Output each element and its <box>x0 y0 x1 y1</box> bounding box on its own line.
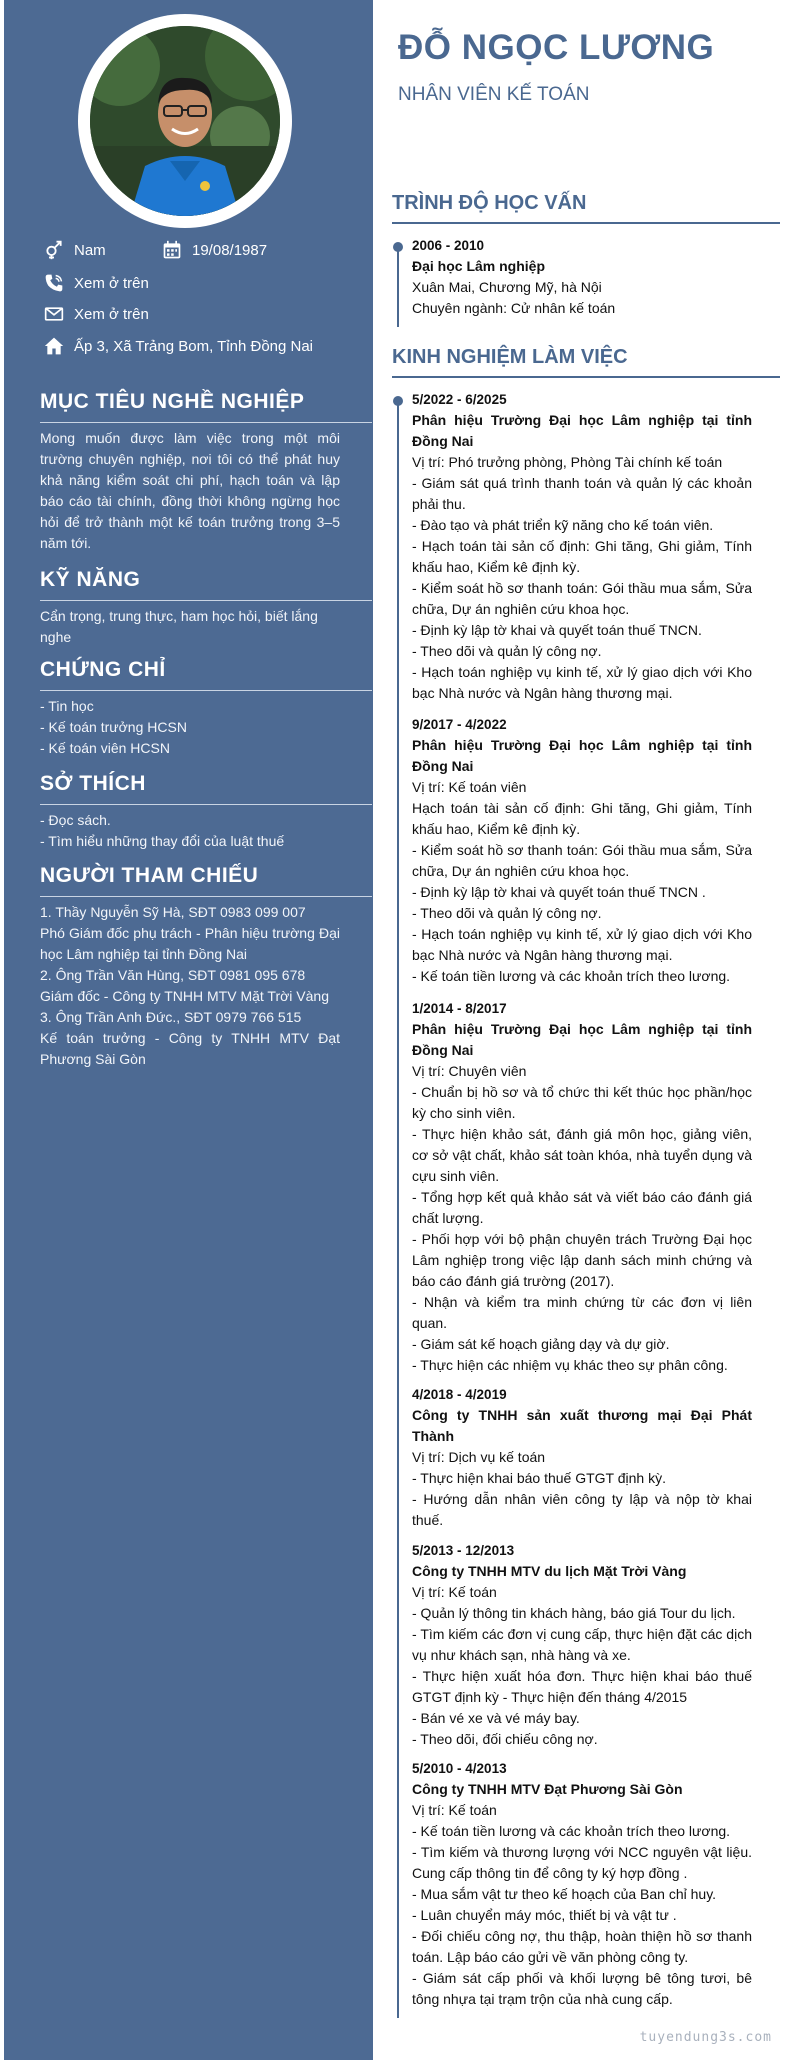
hobbies-list <box>40 810 340 852</box>
job-company: Phân hiệu Trường Đại học Lâm nghiệp tại tỉnh Đồng Nai <box>412 412 752 449</box>
experience-divider <box>392 376 780 378</box>
phone-row <box>44 273 149 293</box>
job-line: Vị trí: Dịch vụ kế toán <box>412 1449 546 1465</box>
skills-title: KỸ NĂNG <box>40 568 141 591</box>
job-line: - Tổng hợp kết quả khảo sát và viết báo cáo đánh giá chất lượng. <box>412 1189 752 1226</box>
job-company: Công ty TNHH sản xuất thương mại Đại Phát Thành <box>412 1407 752 1444</box>
address-value: Ấp 3, Xã Trảng Bom, Tỉnh Đồng Nai <box>74 337 314 355</box>
home-icon <box>44 336 64 356</box>
job-title: NHÂN VIÊN KẾ TOÁN <box>398 84 590 105</box>
job-line: - Thực hiện khai báo thuế GTGT định kỳ. <box>412 1470 666 1486</box>
education-timeline <box>397 245 399 327</box>
avatar-frame <box>78 14 292 228</box>
skills-divider <box>40 600 372 601</box>
job-entry <box>412 998 752 1376</box>
list-item: Phó Giám đốc phụ trách - Phân hiệu trường Đại học Lâm nghiệp tại tỉnh Đồng Nai <box>40 925 340 962</box>
job-period: 5/2022 - 6/2025 <box>412 392 507 407</box>
job-company: Công ty TNHH MTV du lịch Mặt Trời Vàng <box>412 1563 687 1579</box>
timeline-dot <box>393 396 403 406</box>
education-divider <box>392 222 780 224</box>
job-line: - Thực hiện các nhiệm vụ khác theo sự phân công. <box>412 1357 728 1373</box>
job-line: Vị trí: Kế toán <box>412 1802 497 1818</box>
experience-timeline <box>397 400 399 2018</box>
list-item: - Đọc sách. <box>40 812 111 828</box>
job-line: - Kiểm soát hồ sơ thanh toán: Gói thầu mua sắm, Sửa chữa, Dự án nghiên cứu khoa học. <box>412 842 752 879</box>
list-item: - Kế toán viên HCSN <box>40 740 170 756</box>
job-line: - Định kỳ lập tờ khai và quyết toán thuế TNCN. <box>412 622 702 638</box>
birthday-row <box>162 240 267 260</box>
job-line: - Kế toán tiền lương và các khoản trích theo lương. <box>412 1823 731 1839</box>
education-school: Đại học Lâm nghiệp <box>412 258 546 274</box>
references-title: NGƯỜI THAM CHIẾU <box>40 864 259 887</box>
job-line: - Hạch toán nghiệp vụ kinh tế, xử lý giao dịch với Kho bạc Nhà nước và Ngân hàng thương mại. <box>412 664 752 701</box>
list-item: - Kế toán trưởng HCSN <box>40 719 187 735</box>
job-line: Vị trí: Kế toán <box>412 1584 497 1600</box>
job-line: - Hướng dẫn nhân viên công ty lập và nộp tờ khai thuế. <box>412 1491 752 1528</box>
job-line: - Tìm kiếm và thương lượng với NCC nguyên vật liệu. Cung cấp thông tin để công ty ký hợp đồng . <box>412 1844 752 1881</box>
job-line: - Giám sát cấp phối và khối lượng bê tông tươi, bê tông nhựa tại trạm trộn của nhà cung cấp. <box>412 1970 752 2007</box>
job-line: - Luân chuyển máy móc, thiết bị và vật tư . <box>412 1907 677 1923</box>
job-line: - Thực hiện xuất hóa đơn. Thực hiện khai báo thuế GTGT định kỳ - Thực hiện đến tháng 4/2015 <box>412 1668 752 1705</box>
job-company: Công ty TNHH MTV Đạt Phương Sài Gòn <box>412 1781 683 1797</box>
hobbies-divider <box>40 804 372 805</box>
job-company: Phân hiệu Trường Đại học Lâm nghiệp tại tỉnh Đồng Nai <box>412 737 752 774</box>
sidebar <box>4 0 373 2060</box>
job-entry <box>412 389 752 704</box>
job-period: 5/2010 - 4/2013 <box>412 1761 507 1776</box>
job-line: - Mua sắm vật tư theo kế hoạch của Ban chỉ huy. <box>412 1886 717 1902</box>
job-period: 4/2018 - 4/2019 <box>412 1387 507 1402</box>
address-row <box>44 336 313 356</box>
job-entry <box>412 1384 752 1531</box>
list-item: 3. Ông Trần Anh Đức., SĐT 0979 766 515 <box>40 1009 302 1025</box>
job-line: - Kế toán tiền lương và các khoản trích theo lương. <box>412 968 731 984</box>
list-item: 2. Ông Trần Văn Hùng, SĐT 0981 095 678 <box>40 967 306 983</box>
gender-row <box>44 240 106 260</box>
watermark: tuyendung3s.com <box>639 2030 772 2045</box>
education-major: Chuyên ngành: Cử nhân kế toán <box>412 300 616 316</box>
job-line: Vị trí: Kế toán viên <box>412 779 527 795</box>
gender-value: Nam <box>74 241 106 259</box>
references-divider <box>40 896 372 897</box>
job-line: - Giám sát kế hoạch giảng dạy và dự giờ. <box>412 1336 670 1352</box>
job-period: 5/2013 - 12/2013 <box>412 1543 515 1558</box>
job-period: 9/2017 - 4/2022 <box>412 717 507 732</box>
job-line: - Theo dõi, đối chiếu công nợ. <box>412 1731 598 1747</box>
references-list <box>40 902 340 1070</box>
gender-icon <box>44 240 64 260</box>
job-line: - Phối hợp với bộ phận chuyên trách Trường Đại học Lâm nghiệp trong việc lập danh sách minh chứng và báo cáo đánh giá trường (2017). <box>412 1231 752 1289</box>
birthday-value: 19/08/1987 <box>192 241 268 259</box>
objective-text: Mong muốn được làm việc trong một môi trường chuyên nghiệp, nơi tôi có thể phát huy khả năng kiểm soát chi phí, hạch toán và lập báo cáo tài chính, đồng thời không ngừng học hỏi để trở thành một kế toán trưởng trong 3–5 năm tới. <box>40 430 340 551</box>
certificates-divider <box>40 690 372 691</box>
job-line: - Quản lý thông tin khách hàng, báo giá Tour du lịch. <box>412 1605 736 1621</box>
certificates-list <box>40 696 340 759</box>
job-entry <box>412 714 752 987</box>
job-entry <box>412 1758 752 2010</box>
certificates-title: CHỨNG CHỈ <box>40 658 166 681</box>
email-icon <box>44 304 64 324</box>
job-line: - Kiểm soát hồ sơ thanh toán: Gói thầu mua sắm, Sửa chữa, Dự án nghiên cứu khoa học. <box>412 580 752 617</box>
job-line: - Đối chiếu công nợ, thu thập, hoàn thiện hồ sơ thanh toán. Lập báo cáo gửi về văn phòng công ty. <box>412 1928 752 1965</box>
list-item: - Tin học <box>40 698 94 714</box>
job-line: - Bán vé xe và vé máy bay. <box>412 1710 580 1726</box>
hobbies-title: SỞ THÍCH <box>40 772 146 795</box>
list-item: Giám đốc - Công ty TNHH MTV Mặt Trời Vàng <box>40 988 329 1004</box>
job-line: - Thực hiện khảo sát, đánh giá môn học, giảng viên, cơ sở vật chất, khảo sát toàn khóa, nhà tuyển dụng và cựu sinh viên. <box>412 1126 752 1184</box>
job-line: - Tìm kiếm các đơn vị cung cấp, thực hiện đặt các dịch vụ như khách sạn, nhà hàng và xe. <box>412 1626 752 1663</box>
timeline-dot <box>393 242 403 252</box>
experience-title: KINH NGHIỆM LÀM VIỆC <box>392 346 628 368</box>
phone-icon <box>44 273 64 293</box>
education-location: Xuân Mai, Chương Mỹ, hà Nội <box>412 279 602 295</box>
avatar <box>90 26 280 216</box>
education-period: 2006 - 2010 <box>412 238 485 253</box>
job-line: - Hạch toán nghiệp vụ kinh tế, xử lý giao dịch với Kho bạc Nhà nước và Ngân hàng thương mại. <box>412 926 752 963</box>
job-company: Phân hiệu Trường Đại học Lâm nghiệp tại tỉnh Đồng Nai <box>412 1021 752 1058</box>
job-line: Vị trí: Chuyên viên <box>412 1063 527 1079</box>
education-entry <box>412 235 752 319</box>
job-line: - Nhận và kiểm tra minh chứng từ các đơn vị liên quan. <box>412 1294 752 1331</box>
job-line: - Theo dõi và quản lý công nợ. <box>412 905 602 921</box>
job-entry <box>412 1540 752 1750</box>
job-line: - Đào tạo và phát triển kỹ năng cho kế toán viên. <box>412 517 714 533</box>
list-item: 1. Thầy Nguyễn Sỹ Hà, SĐT 0983 099 007 <box>40 904 306 920</box>
objective-divider <box>40 422 372 423</box>
objective-title: MỤC TIÊU NGHỀ NGHIỆP <box>40 390 305 413</box>
skills-text: Cẩn trọng, trung thực, ham học hỏi, biết lắng nghe <box>40 608 318 645</box>
list-item: - Tìm hiểu những thay đổi của luật thuế <box>40 833 285 849</box>
email-row <box>44 304 149 324</box>
education-title: TRÌNH ĐỘ HỌC VẤN <box>392 192 587 214</box>
job-line: - Giám sát quá trình thanh toán và quản lý các khoản phải thu. <box>412 475 752 512</box>
job-line: Vị trí: Phó trưởng phòng, Phòng Tài chính kế toán <box>412 454 723 470</box>
list-item: Kế toán trưởng - Công ty TNHH MTV Đạt Phương Sài Gòn <box>40 1030 340 1067</box>
candidate-name: ĐỖ NGỌC LƯƠNG <box>398 28 715 67</box>
job-line: - Theo dõi và quản lý công nợ. <box>412 643 602 659</box>
job-line: - Hạch toán tài sản cố định: Ghi tăng, Ghi giảm, Tính khấu hao, Kiểm kê định kỳ. <box>412 538 752 575</box>
phone-value: Xem ở trên <box>74 274 149 292</box>
job-line: Hạch toán tài sản cố định: Ghi tăng, Ghi giảm, Tính khấu hao, Kiểm kê định kỳ. <box>412 800 752 837</box>
job-line: - Chuẩn bị hồ sơ và tổ chức thi kết thúc học phần/học kỳ cho sinh viên. <box>412 1084 752 1121</box>
job-line: - Định kỳ lập tờ khai và quyết toán thuế TNCN . <box>412 884 706 900</box>
job-period: 1/2014 - 8/2017 <box>412 1001 507 1016</box>
calendar-icon <box>162 240 182 260</box>
email-value: Xem ở trên <box>74 305 149 323</box>
